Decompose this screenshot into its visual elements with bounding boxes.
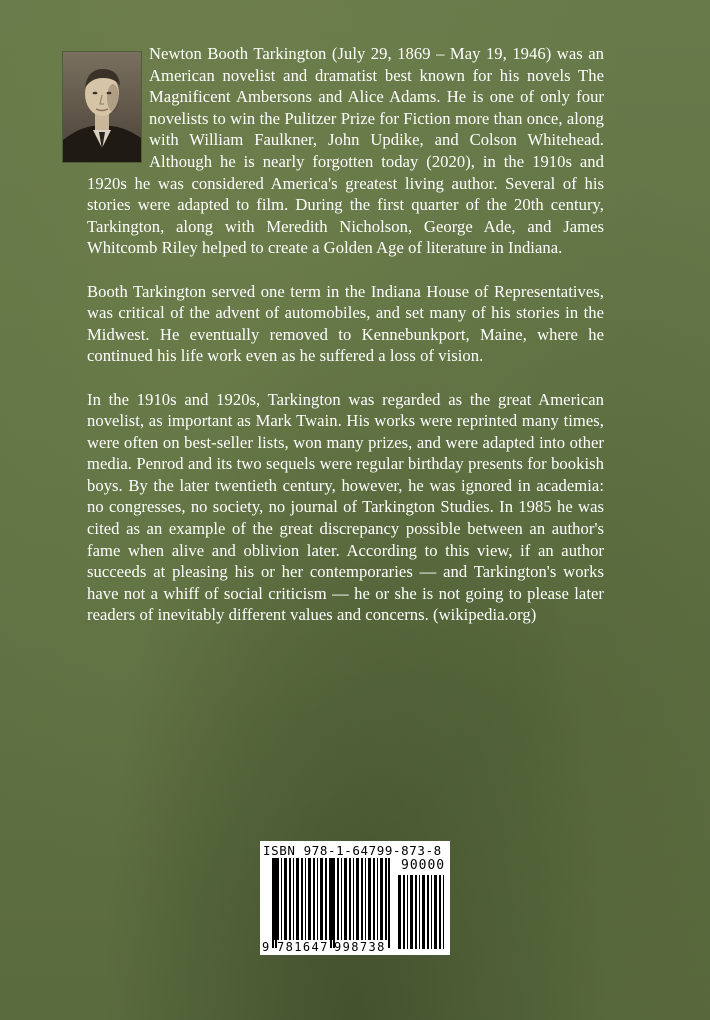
barcode-bar <box>427 875 429 949</box>
barcode-guard-bar <box>272 858 274 948</box>
isbn-barcode <box>260 841 450 955</box>
barcode-bar <box>361 858 363 940</box>
barcode-bar <box>443 875 444 949</box>
barcode-bar <box>419 875 420 949</box>
author-biography <box>87 43 604 648</box>
bio-paragraph-2: Booth Tarkington served one term in the Indiana House of Representatives, was critical of the advent of automobiles, and set many of his stories in the Midwest. He eventually removed to Kennebunkport, Maine, where he continued his life work even as he suffered a loss of vision. <box>87 281 604 366</box>
barcode-bar <box>277 858 279 940</box>
barcode-bar <box>317 858 318 940</box>
barcode-bar <box>380 858 383 940</box>
barcode-bar <box>313 858 315 940</box>
price-code: 90000 <box>401 858 446 873</box>
barcode-bar <box>344 858 347 940</box>
barcode-bar <box>305 858 306 940</box>
barcode-bar <box>415 875 417 949</box>
barcode-bar <box>434 875 437 949</box>
bio-paragraph-1 <box>87 43 604 259</box>
barcode-bar <box>337 858 339 940</box>
barcode-bar <box>407 875 408 949</box>
barcode-bar <box>398 875 401 949</box>
barcode-bar <box>385 858 387 940</box>
bio-paragraph-3: In the 1910s and 1920s, Tarkington was regarded as the great American novelist, as important as Mark Twain. His works were reprinted many times, were often on best-seller lists, won many prizes, and were adapted into other media. Penrod and its two sequels were regular birthday presents for bookish boys. By the later twentieth century, however, he was ignored in academia: no congresses, no society, no journal of Tarkington Studies. In 1985 he was cited as an example of the great discrepancy possible between an author's fame when alive and oblivion later. According to this view, if an author succeeds at pleasing his or her contemporaries — and Tarkington's works have not a whiff of social criticism — he or she is not going to please later readers of inevitably different values and concerns. (wikipedia.org) <box>87 389 604 625</box>
barcode-bar <box>410 875 413 949</box>
barcode-bar <box>296 858 299 940</box>
bio-paragraph-1-text: Newton Booth Tarkington (July 29, 1869 – May 19, 1946) was an American novelist and dramatist best known for his novels The Magnificent Ambersons and Alice Adams. He is one of only four novelists to win the Pulitzer Prize for Fiction more than once, along with William Faulkner, John Updike, and Colson Whitehead. Although he is nearly forgotten today (2020), in the 1910s and 1920s he was considered America's greatest living author. Several of his stories were adapted to film. During the first quarter of the 20th century, Tarkington, along with Meredith Nicholson, George Ade, and James Whitcomb Riley helped to create a Golden Age of literature in Indiana. <box>87 44 604 258</box>
barcode-guard-bar <box>275 858 277 948</box>
barcode-bar <box>301 858 303 940</box>
barcode-bar <box>320 858 323 940</box>
barcode-bar <box>377 858 378 940</box>
barcode-bar <box>281 858 282 940</box>
barcode-guard-bar <box>333 858 335 948</box>
barcode-bar <box>373 858 375 940</box>
barcode-lead-digit: 9 <box>262 940 271 954</box>
barcode-bar <box>308 858 311 940</box>
barcode-bar <box>289 858 291 940</box>
barcode-guard-bar <box>330 858 332 948</box>
barcode-bar <box>356 858 359 940</box>
barcode-bar <box>349 858 351 940</box>
barcode-guard-bar <box>388 858 390 948</box>
barcode-bar <box>353 858 354 940</box>
barcode-bar <box>403 875 405 949</box>
barcode-digits-left: 781647 <box>277 940 329 954</box>
isbn-label: ISBN 978-1-64799-873-8 <box>263 843 442 858</box>
barcode-bar <box>368 858 371 940</box>
barcode-bar <box>422 875 425 949</box>
barcode-bar <box>431 875 432 949</box>
barcode-bar <box>439 875 441 949</box>
barcode-bar <box>329 858 330 940</box>
barcode-bar <box>293 858 294 940</box>
portrait-spacer <box>87 43 149 163</box>
barcode-bar <box>341 858 342 940</box>
barcode-bar <box>365 858 366 940</box>
barcode-digits-right: 998738 <box>334 940 386 954</box>
barcode-bar <box>325 858 327 940</box>
barcode-bar <box>284 858 287 940</box>
